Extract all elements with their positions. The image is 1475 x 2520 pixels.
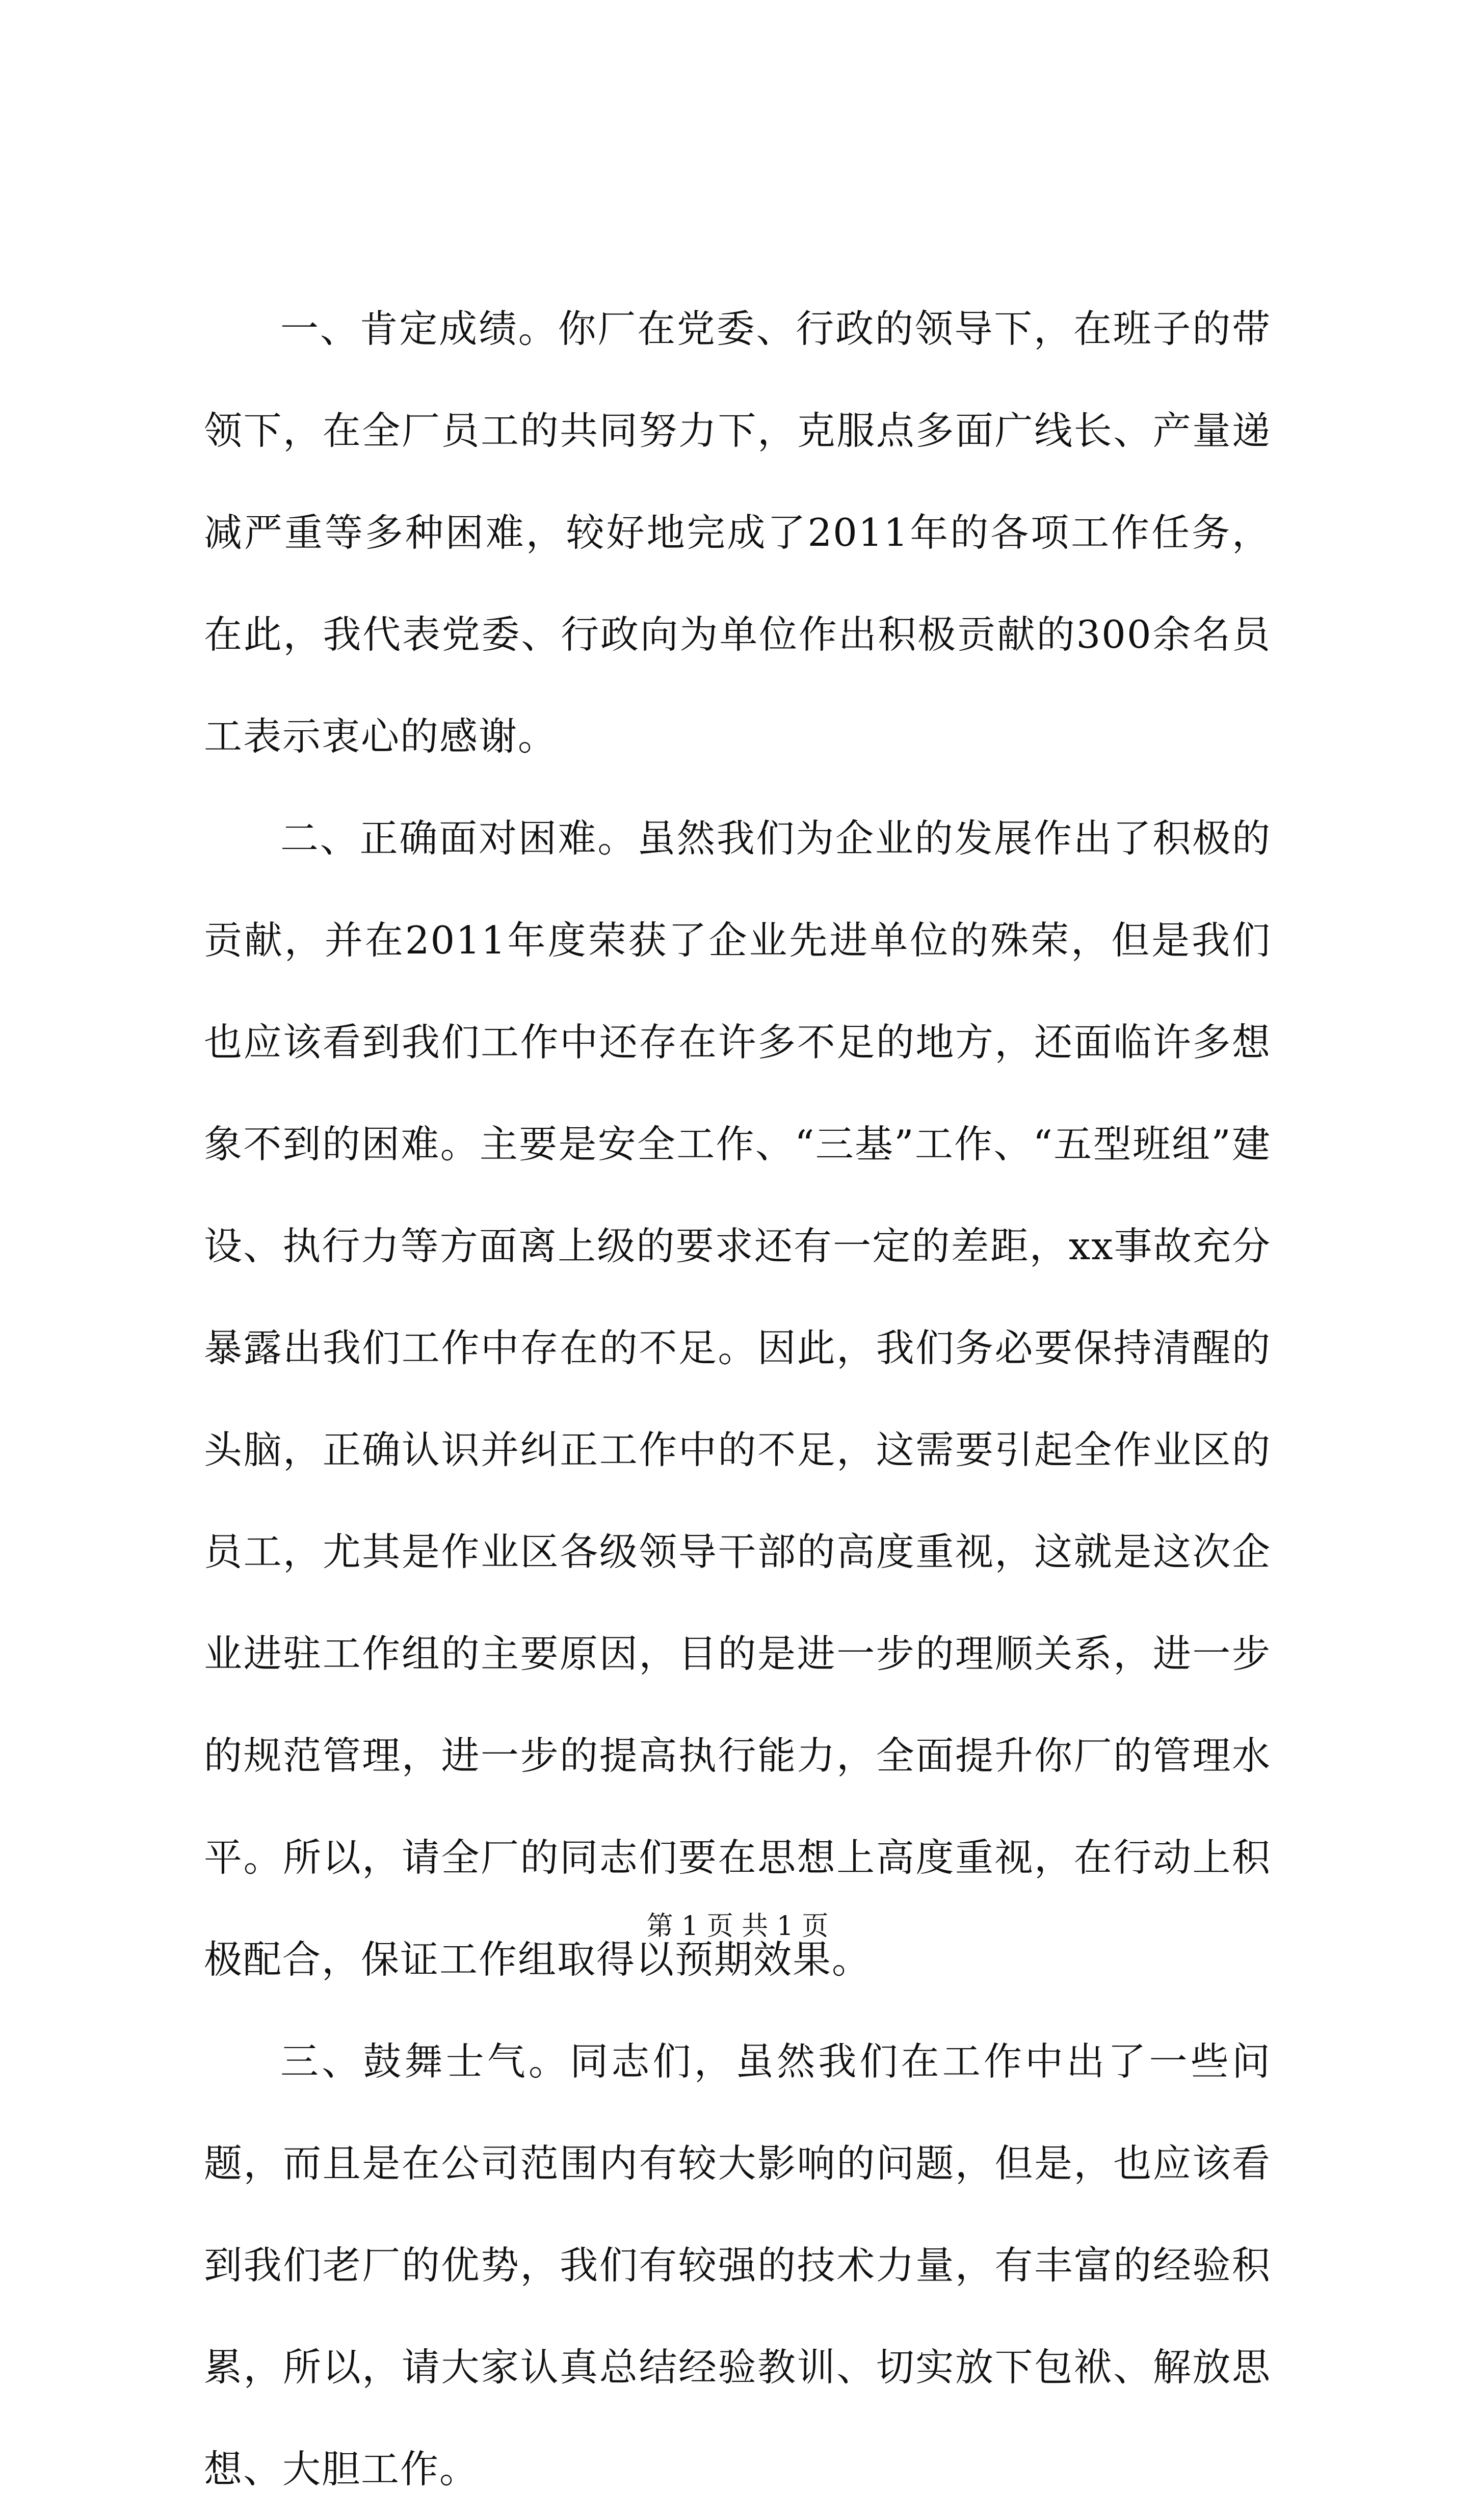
document-body [204,278,1271,2520]
paragraph-face-difficulties: 二、正确面对困难。虽然我们为企业的发展作出了积极的贡献，并在2011年度荣获了企业先进单位的殊荣，但是我们也应该看到我们工作中还存在许多不足的地方，还面临许多想象不到的困难。主要是安全工作、“三基”工作、“五型班组”建设、执行力等方面离上级的要求还有一定的差距，xx事故充分暴露出我们工作中存在的不足。因此，我们务必要保持清醒的头脑，正确认识并纠正工作中的不足，这需要引起全作业区的员工，尤其是作业区各级领导干部的高度重视，这就是这次企业进驻工作组的主要原因，目的是进一步的理顺关系，进一步的规范管理，进一步的提高执行能力，全面提升你厂的管理水平。所以，请全厂的同志们要在思想上高度重视，在行动上积极配合，保证工作组取得以预期效果。 [204,816,1271,1982]
page-footer: 第 1 页 共 1 页 [646,1911,829,1942]
paragraph-affirm-achievements: 一、肯定成绩。你厂在党委、行政的领导下，在班子的带领下，在全厂员工的共同努力下，克服点多面广线长、产量递减严重等多种困难，较好地完成了2011年的各项工作任务，在此，我代表党委、行政向为单位作出积极贡献的300余名员工表示衷心的感谢。 [204,306,1271,759]
paragraph-boost-morale: 三、鼓舞士气。同志们，虽然我们在工作中出了一些问题，而且是在公司范围内有较大影响的问题，但是，也应该看到我们老厂的优势，我们有较强的技术力量，有丰富的经验积累，所以，请大家认真总结经验教训、切实放下包袱、解放思想、大胆工作。 [204,2039,1271,2491]
